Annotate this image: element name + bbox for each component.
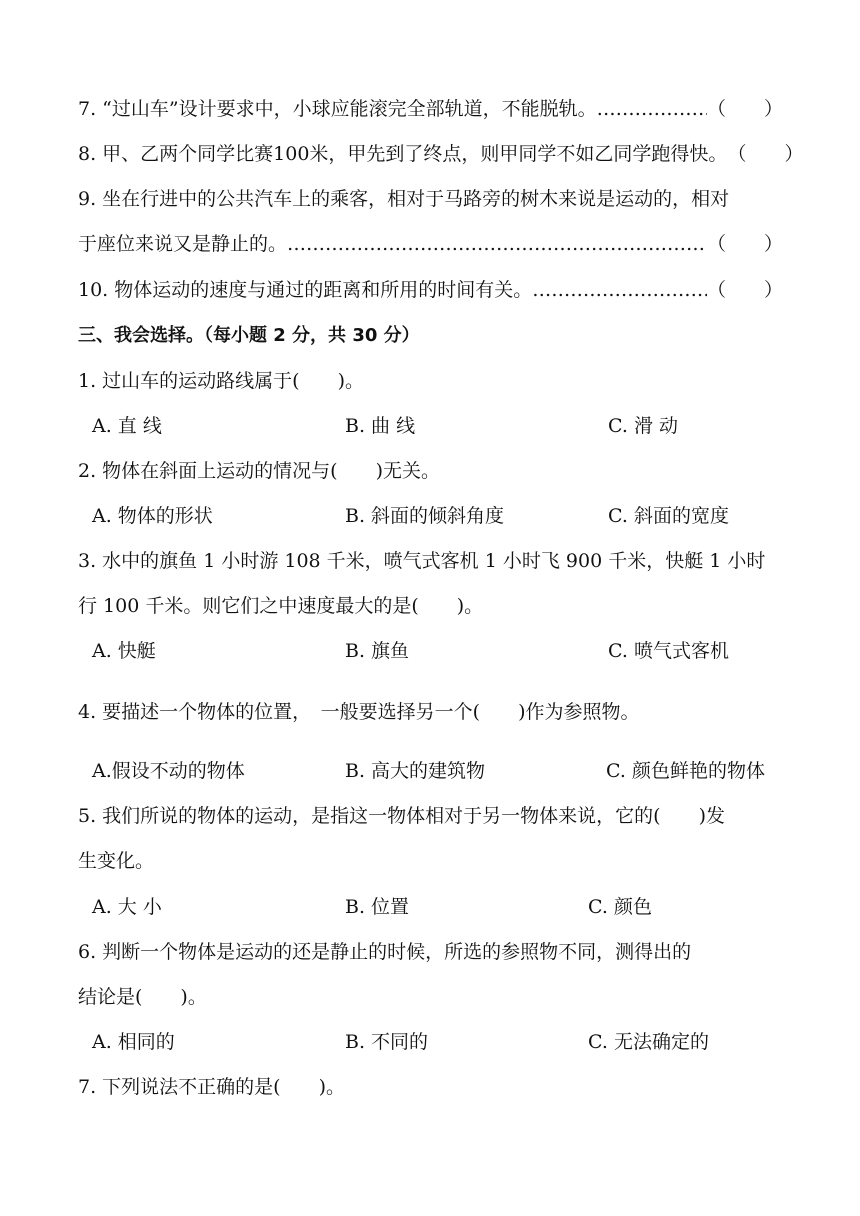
question-3-line1: 3. 水中的旗鱼 1 小时游 108 千米，喷气式客机 1 小时飞 900 千米，快艇 1 小时 bbox=[78, 550, 766, 572]
question-7: 7. 下列说法不正确的是( )。 bbox=[78, 1076, 345, 1098]
answer-paren[interactable]: （ ） bbox=[727, 143, 804, 165]
question-5-line2: 生变化。 bbox=[78, 850, 155, 872]
option-a[interactable]: A.假设不动的物体 bbox=[92, 760, 245, 782]
option-a[interactable]: A. 相同的 bbox=[92, 1031, 175, 1053]
option-b[interactable]: B. 高大的建筑物 bbox=[345, 760, 486, 782]
option-a[interactable]: A. 快艇 bbox=[92, 640, 156, 662]
leader-dots bbox=[597, 95, 707, 123]
option-c[interactable]: C. 颜色 bbox=[588, 896, 652, 918]
option-c[interactable]: C. 颜色鲜艳的物体 bbox=[606, 760, 765, 782]
option-c[interactable]: C. 喷气式客机 bbox=[608, 640, 729, 662]
option-b[interactable]: B. 曲 线 bbox=[345, 415, 416, 437]
judge-item-10 bbox=[78, 276, 783, 304]
judge-text: 7. “过山车”设计要求中，小球应能滚完全部轨道，不能脱轨。 bbox=[78, 98, 597, 120]
option-a[interactable]: A. 物体的形状 bbox=[92, 505, 213, 527]
option-a[interactable]: A. 直 线 bbox=[92, 415, 162, 437]
option-b[interactable]: B. 旗鱼 bbox=[345, 640, 410, 662]
judge-text: 于座位来说又是静止的。 bbox=[78, 233, 288, 255]
judge-item-9-line1 bbox=[78, 185, 783, 213]
option-b[interactable]: B. 不同的 bbox=[345, 1031, 429, 1053]
answer-paren[interactable]: （ ） bbox=[706, 279, 783, 301]
question-4: 4. 要描述一个物体的位置， 一般要选择另一个( )作为参照物。 bbox=[78, 701, 640, 723]
answer-paren[interactable]: （ ） bbox=[706, 98, 783, 120]
question-6-line1: 6. 判断一个物体是运动的还是静止的时候，所选的参照物不同，测得出的 bbox=[78, 941, 692, 963]
question-5-line1: 5. 我们所说的物体的运动，是指这一物体相对于另一物体来说，它的( )发 bbox=[78, 805, 725, 827]
section-heading: 三、我会选择。（每小题 2 分，共 30 分） bbox=[78, 325, 420, 346]
judge-item-7 bbox=[78, 95, 783, 123]
option-c[interactable]: C. 无法确定的 bbox=[588, 1031, 709, 1053]
judge-item-9-line2 bbox=[78, 230, 783, 258]
option-c[interactable]: C. 滑 动 bbox=[608, 415, 678, 437]
option-a[interactable]: A. 大 小 bbox=[92, 896, 162, 918]
judge-text: 9. 坐在行进中的公共汽车上的乘客，相对于马路旁的树木来说是运动的，相对 bbox=[78, 188, 730, 210]
leader-dots bbox=[287, 230, 707, 258]
judge-item-8 bbox=[78, 140, 804, 168]
question-2: 2. 物体在斜面上运动的情况与( )无关。 bbox=[78, 460, 440, 482]
judge-text: 8. 甲、乙两个同学比赛100米，甲先到了终点，则甲同学不如乙同学跑得快。 bbox=[78, 143, 728, 165]
option-c[interactable]: C. 斜面的宽度 bbox=[608, 505, 729, 527]
leader-dots bbox=[532, 276, 707, 304]
question-6-line2: 结论是( )。 bbox=[78, 986, 207, 1008]
question-1: 1. 过山车的运动路线属于( )。 bbox=[78, 370, 364, 392]
option-b[interactable]: B. 斜面的倾斜角度 bbox=[345, 505, 505, 527]
judge-text: 10. 物体运动的速度与通过的距离和所用的时间有关。 bbox=[78, 279, 533, 301]
option-b[interactable]: B. 位置 bbox=[345, 896, 410, 918]
answer-paren[interactable]: （ ） bbox=[706, 233, 783, 255]
question-3-line2: 行 100 千米。则它们之中速度最大的是( )。 bbox=[78, 595, 484, 617]
